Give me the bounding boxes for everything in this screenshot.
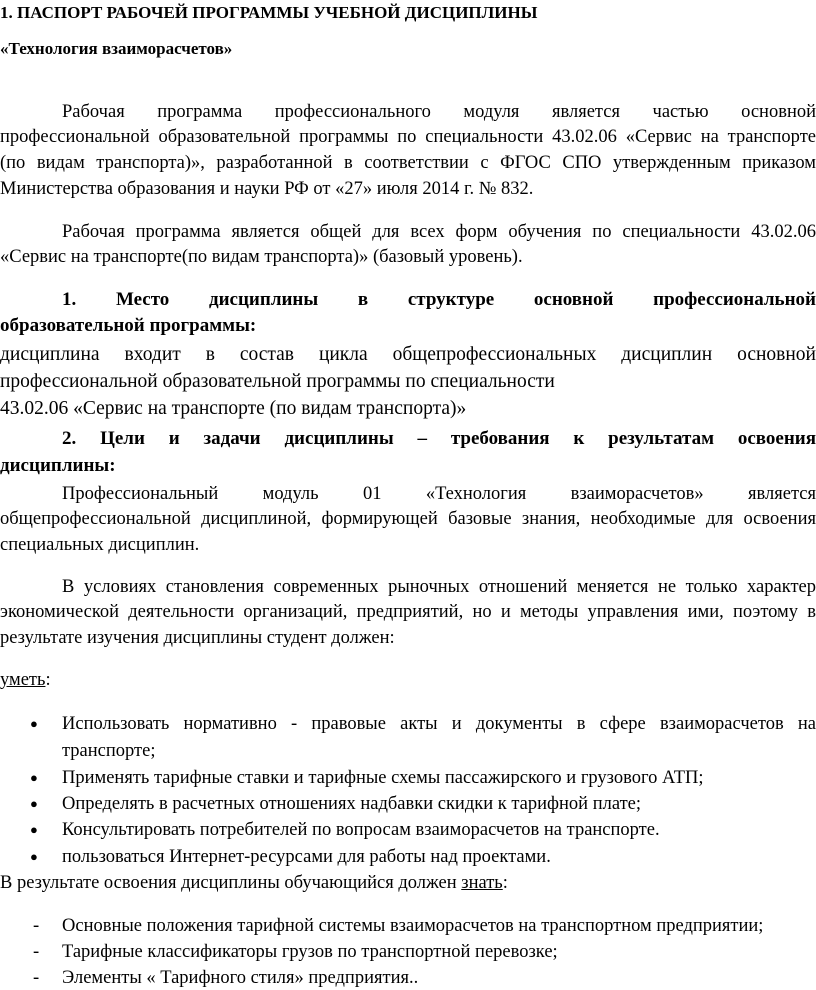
section-2-paragraph-2-line-3: результате изучения дисциплины студент должен: xyxy=(0,628,395,648)
section-1-body-line-1: дисциплина входит в состав цикла общепрофессиональных дисциплин основной xyxy=(0,344,816,365)
section-2-paragraph-1-line-1: Профессиональный модуль 01 «Технология взаиморасчетов» является xyxy=(62,484,816,504)
skill-item-1-line-1: Использовать нормативно - правовые акты и документы в сфере взаиморасчетов на xyxy=(62,714,816,734)
dash-marker: - xyxy=(33,968,40,988)
section-2-heading-line-2: дисциплины: xyxy=(0,455,116,476)
skill-item-3: Определять в расчетных отношениях надбавки скидки к тарифной плате; xyxy=(62,794,642,814)
intro-paragraph-1-line-1: Рабочая программа профессионального модуля является частью основной xyxy=(62,102,816,122)
skill-item-2: Применять тарифные ставки и тарифные схемы пассажирского и грузового АТП; xyxy=(62,768,704,788)
intro-paragraph-1-line-2: профессиональной образовательной программы по специальности 43.02.06 «Сервис на транспорте xyxy=(0,127,816,147)
knowledge-item-3: Элементы « Тарифного стиля» предприятия.. xyxy=(62,968,419,988)
section-1-body-line-2: профессиональной образовательной программы по специальности xyxy=(0,371,555,392)
intro-paragraph-1-line-4: Министерства образования и науки РФ от «27» июля 2014 г. № 832. xyxy=(0,179,534,199)
document-title: 1. ПАСПОРТ РАБОЧЕЙ ПРОГРАММЫ УЧЕБНОЙ ДИСЦИПЛИНЫ xyxy=(0,3,538,22)
section-1-body-line-3: 43.02.06 «Сервис на транспорте (по видам транспорта)» xyxy=(0,398,467,419)
bullet-icon: ● xyxy=(30,822,38,837)
section-2-paragraph-1-line-2: общепрофессиональной дисциплиной, формирующей базовые знания, необходимые для освоения xyxy=(0,509,816,529)
bullet-icon: ● xyxy=(30,716,38,731)
skills-label-colon: : xyxy=(45,670,51,690)
skills-label-line xyxy=(0,669,51,691)
knowledge-label-colon: : xyxy=(502,873,508,893)
section-2-paragraph-1-line-3: специальных дисциплин. xyxy=(0,535,200,555)
intro-paragraph-1-line-3: (по видам транспорта)», разработанной в соответствии с ФГОС СПО утвержденным приказом xyxy=(0,153,816,173)
bullet-icon: ● xyxy=(30,849,38,864)
knowledge-intro-text: В результате освоения дисциплины обучающийся должен xyxy=(0,873,462,893)
knowledge-intro-line xyxy=(0,872,508,894)
section-1-heading-line-2: образовательной программы: xyxy=(0,315,257,336)
skills-label: уметь xyxy=(0,670,46,690)
skill-item-1-line-2: транспорте; xyxy=(62,741,156,761)
section-2-heading-line-1: 2. Цели и задачи дисциплины – требования к результатам освоения xyxy=(62,428,816,449)
dash-marker: - xyxy=(33,916,40,936)
section-2-paragraph-2-line-1: В условиях становления современных рыночных отношений меняется не только характер xyxy=(62,577,816,597)
knowledge-label: знать xyxy=(461,873,503,893)
skill-item-4: Консультировать потребителей по вопросам взаиморасчетов на транспорте. xyxy=(62,820,660,840)
section-1-heading-line-1: 1. Место дисциплины в структуре основной профессиональной xyxy=(62,289,816,310)
bullet-icon: ● xyxy=(30,796,38,811)
section-2-paragraph-2-line-2: экономической деятельности организаций, предприятий, но и методы управления ими, поэтому в xyxy=(0,602,816,622)
skill-item-5: пользоваться Интернет-ресурсами для работы над проектами. xyxy=(62,847,551,867)
intro-paragraph-2-line-2: «Сервис на транспорте(по видам транспорта)» (базовый уровень). xyxy=(0,247,523,267)
knowledge-item-1: Основные положения тарифной системы взаиморасчетов на транспортном предприятии; xyxy=(62,916,764,936)
discipline-name: «Технология взаиморасчетов» xyxy=(0,39,233,58)
bullet-icon: ● xyxy=(30,770,38,785)
knowledge-item-2: Тарифные классификаторы грузов по транспортной перевозке; xyxy=(62,942,558,962)
intro-paragraph-2-line-1: Рабочая программа является общей для всех форм обучения по специальности 43.02.06 xyxy=(62,222,816,242)
dash-marker: - xyxy=(33,942,40,962)
